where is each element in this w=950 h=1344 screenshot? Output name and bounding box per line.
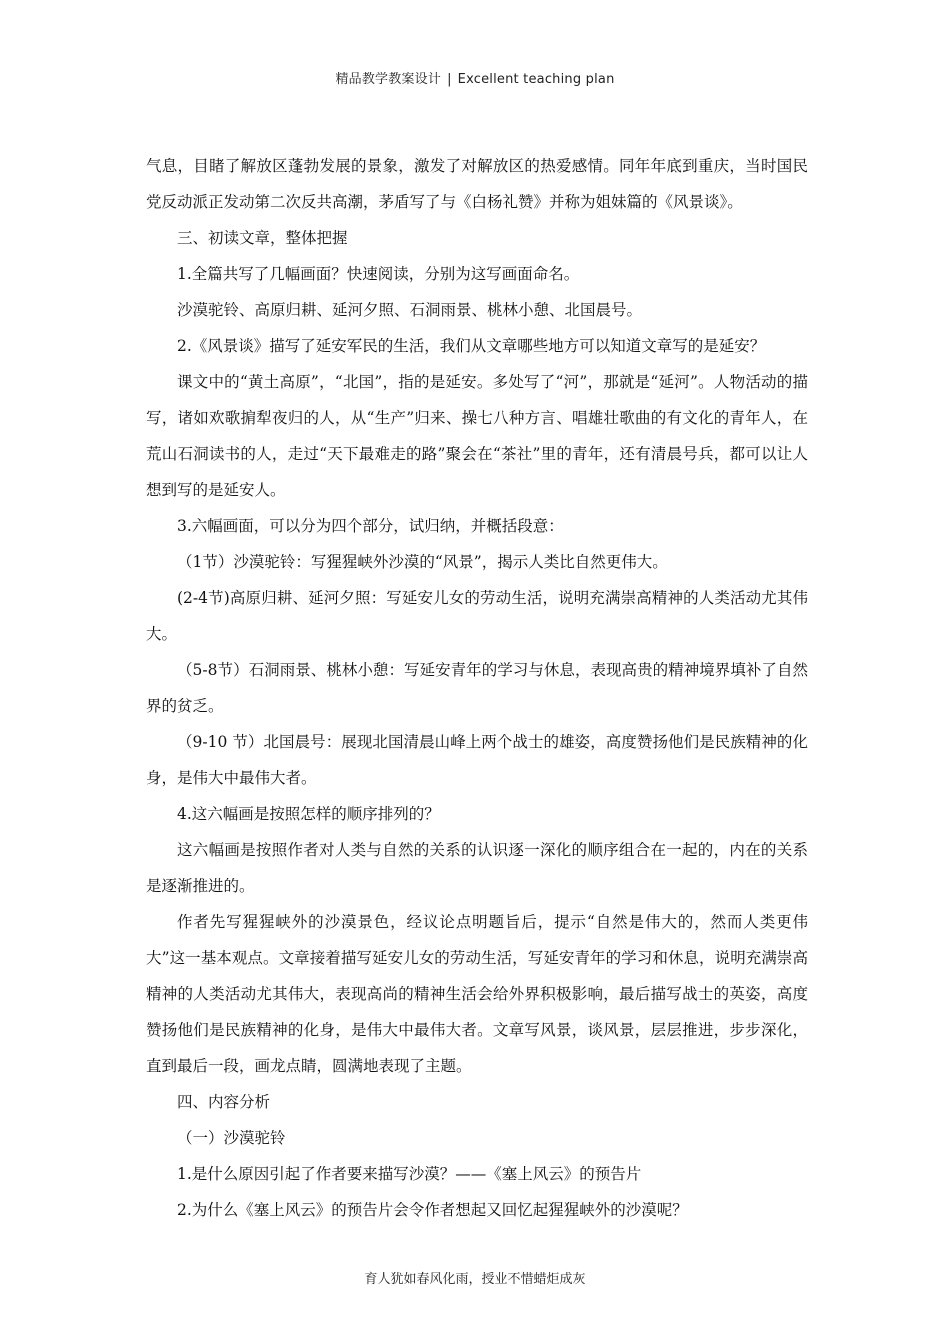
page-footer: 育人犹如春风化雨，授业不惜蜡炬成灰 [364,1272,586,1287]
question: 2.《风景谈》描写了延安军民的生活，我们从文章哪些地方可以知道文章写的是延安？ [177,337,766,355]
list-item: （5-8节）石洞雨景、桃林小憩：写延安青年的学习与休息，表现高贵的精神境界填补了自然界的贫乏。 [146,661,808,715]
question: 4.这六幅画是按照怎样的顺序排列的？ [177,805,440,823]
answer: 沙漠驼铃、高原归耕、延河夕照、石洞雨景、桃林小憩、北国晨号。 [177,301,643,319]
document-body [146,148,808,1228]
question: 2.为什么《塞上风云》的预告片会令作者想起又回忆起猩猩峡外的沙漠呢？ [177,1201,688,1219]
question: 1.全篇共写了几幅画面？快速阅读，分别为这写画面命名。 [177,265,580,283]
section-heading: 四、内容分析 [177,1093,271,1111]
header-title-en: Excellent teaching plan [457,72,615,87]
question: 1.是什么原因引起了作者要来描写沙漠？——《塞上风云》的预告片 [177,1165,642,1183]
section-heading: 三、初读文章，整体把握 [177,229,348,247]
paragraph: 气息，目睹了解放区蓬勃发展的景象，激发了对解放区的热爱感情。同年年底到重庆，当时国民党反动派正发动第二次反共高潮，茅盾写了与《白杨礼赞》并称为姐妹篇的《风景谈》。 [146,157,808,211]
answer: 课文中的“黄土高原”，“北国”，指的是延安。多处写了“河”，那就是“延河”。人物活动的描写，诸如欢歌掮犁夜归的人，从“生产”归来、操七八种方言、唱雄壮歌曲的有文化的青年人，在荒山石洞读书的人，走过“天下最难走的路”聚会在“茶社”里的青年，还有清晨号兵，都可以让人想到写的是延安人。 [146,373,808,499]
list-item: (2-4节)高原归耕、延河夕照：写延安儿女的劳动生活，说明充满崇高精神的人类活动尤其伟大。 [146,589,808,643]
list-item: （1节）沙漠驼铃：写猩猩峡外沙漠的“风景”，揭示人类比自然更伟大。 [177,553,668,571]
list-item: （9-10 节）北国晨号：展现北国清晨山峰上两个战士的雄姿，高度赞扬他们是民族精神的化身，是伟大中最伟大者。 [146,733,808,787]
question: 3.六幅画面，可以分为四个部分，试归纳，并概括段意： [177,517,564,535]
header-title-cn: 精品教学教案设计 [335,72,442,87]
header-separator: | [447,72,452,87]
subsection-heading: （一）沙漠驼铃 [177,1129,286,1147]
answer: 这六幅画是按照作者对人类与自然的关系的认识逐一深化的顺序组合在一起的，内在的关系是逐渐推进的。 [146,841,808,895]
answer: 作者先写猩猩峡外的沙漠景色，经议论点明题旨后，提示“自然是伟大的，然而人类更伟大”这一基本观点。文章接着描写延安儿女的劳动生活，写延安青年的学习和休息，说明充满崇高精神的人类活动尤其伟大，表现高尚的精神生活会给外界积极影响，最后描写战士的英姿，高度赞扬他们是民族精神的化身，是伟大中最伟大者。文章写风景，谈风景，层层推进，步步深化，直到最后一段，画龙点睛，圆满地表现了主题。 [146,913,808,1075]
page-header [0,68,950,87]
